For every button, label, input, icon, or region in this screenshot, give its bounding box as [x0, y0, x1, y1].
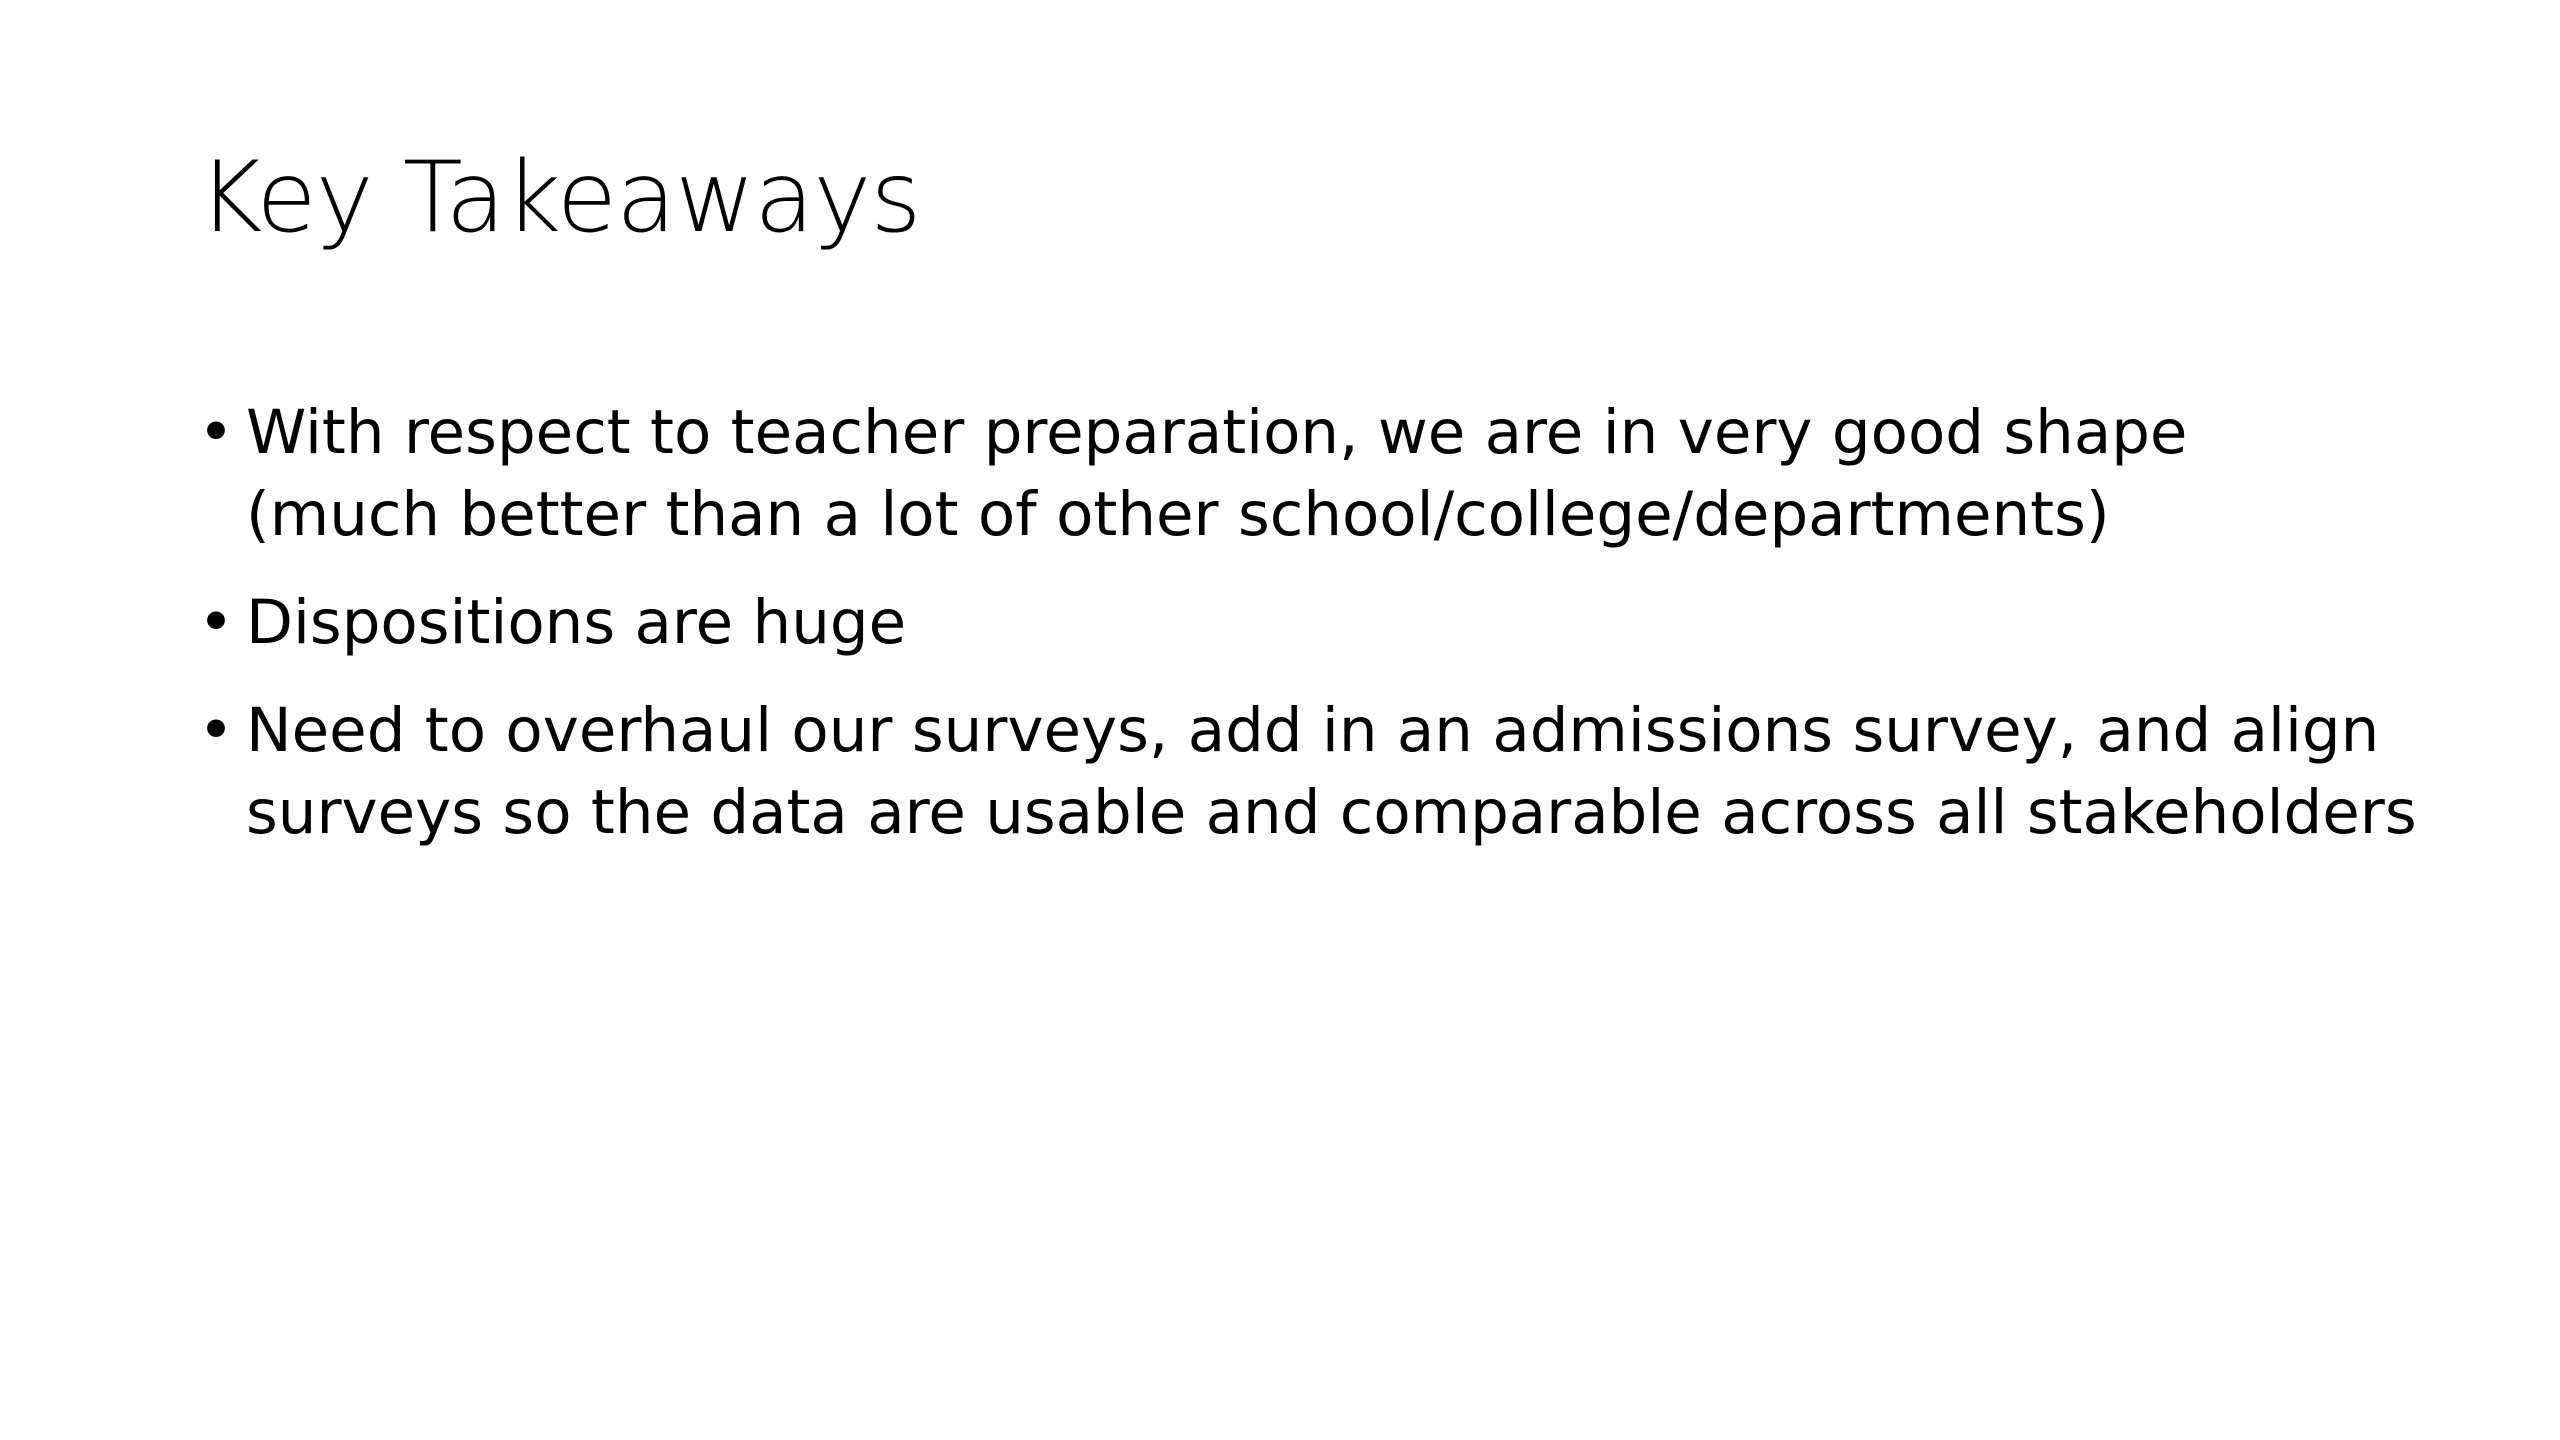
- bullet-line: (much better than a lot of other school/college/departments): [246, 479, 2110, 550]
- bullet-line: surveys so the data are usable and comparable across all stakeholders: [246, 777, 2417, 848]
- bullet-item-dispositions: [198, 582, 2458, 664]
- bullet-marker: •: [198, 397, 234, 468]
- bullet-line: Dispositions are huge: [246, 587, 907, 658]
- bullet-item-surveys: [198, 690, 2458, 854]
- bullet-line: Need to overhaul our surveys, add in an admissions survey, and align: [246, 695, 2380, 766]
- slide-title: Key Takeaways: [198, 141, 921, 255]
- bullet-line: With respect to teacher preparation, we are in very good shape: [246, 397, 2188, 468]
- bullet-marker: •: [198, 587, 234, 658]
- bullet-item-teacher-preparation: [198, 392, 2458, 556]
- bullet-marker: •: [198, 695, 234, 766]
- bullet-list: [198, 392, 2458, 880]
